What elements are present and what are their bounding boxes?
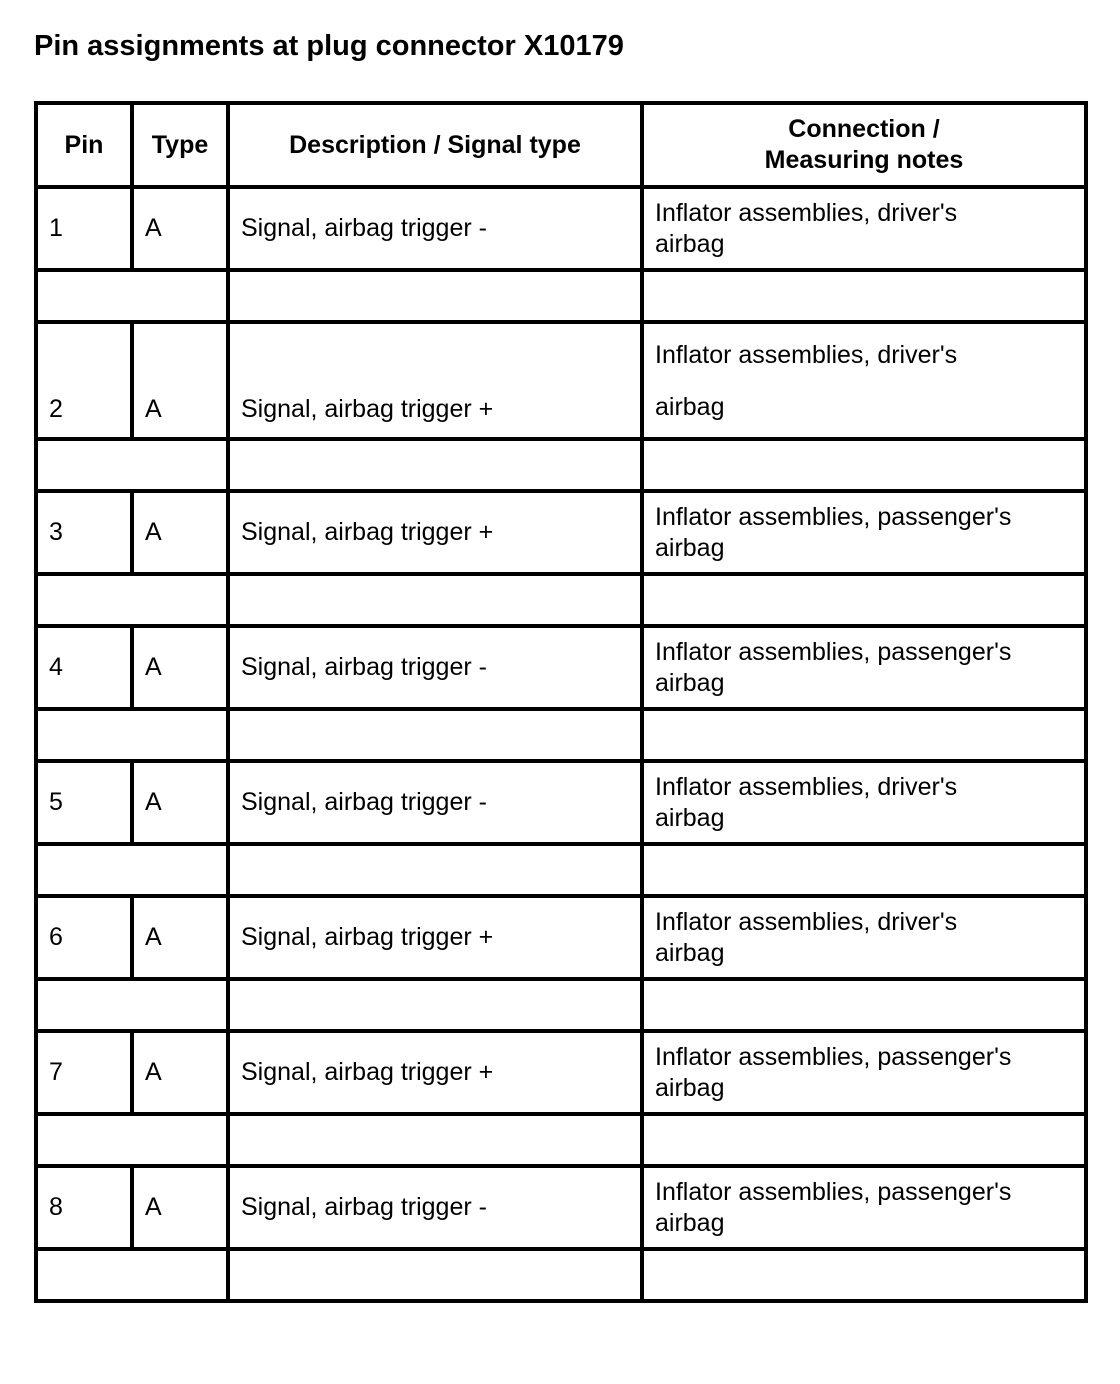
spacer-cell <box>36 1249 228 1301</box>
table-row <box>36 1166 1086 1249</box>
header-connection <box>642 103 1086 187</box>
spacer-cell <box>36 979 228 1031</box>
table-header-row <box>36 103 1086 187</box>
connection-cell <box>642 491 1086 574</box>
pin-cell: 7 <box>36 1031 132 1114</box>
spacer-row <box>36 574 1086 626</box>
connection-line2: airbag <box>655 938 725 967</box>
spacer-cell <box>642 709 1086 761</box>
description-cell: Signal, airbag trigger + <box>228 491 642 574</box>
connection-cell <box>642 1166 1086 1249</box>
spacer-cell <box>228 844 642 896</box>
pin-cell: 5 <box>36 761 132 844</box>
spacer-row <box>36 1249 1086 1301</box>
header-type: Type <box>132 103 228 187</box>
header-pin: Pin <box>36 103 132 187</box>
description-cell: Signal, airbag trigger - <box>228 626 642 709</box>
header-connection-line1: Connection / <box>788 115 940 143</box>
table-row <box>36 626 1086 709</box>
spacer-cell <box>228 270 642 322</box>
type-cell: A <box>132 187 228 270</box>
spacer-cell <box>228 709 642 761</box>
spacer-cell <box>36 844 228 896</box>
spacer-row <box>36 439 1086 491</box>
description-cell: Signal, airbag trigger + <box>228 322 642 439</box>
connection-line1: Inflator assemblies, passenger's <box>655 1042 1012 1071</box>
spacer-row <box>36 844 1086 896</box>
table-row <box>36 896 1086 979</box>
connection-line1: Inflator assemblies, driver's <box>655 772 958 801</box>
description-cell: Signal, airbag trigger - <box>228 761 642 844</box>
description-cell: Signal, airbag trigger - <box>228 187 642 270</box>
connection-line1: Inflator assemblies, passenger's <box>655 637 1012 666</box>
pin-assignment-table <box>34 101 1088 1303</box>
connection-line2: airbag <box>655 803 725 832</box>
connection-line2: airbag <box>655 1073 725 1102</box>
spacer-cell <box>228 1114 642 1166</box>
spacer-cell <box>36 574 228 626</box>
connection-line1: Inflator assemblies, passenger's <box>655 502 1012 531</box>
connection-cell <box>642 187 1086 270</box>
pin-cell: 6 <box>36 896 132 979</box>
table-row <box>36 761 1086 844</box>
spacer-cell <box>228 574 642 626</box>
connection-line2: airbag <box>655 229 725 258</box>
type-cell: A <box>132 626 228 709</box>
connection-line2: airbag <box>655 1208 725 1237</box>
spacer-row <box>36 1114 1086 1166</box>
type-cell: A <box>132 896 228 979</box>
spacer-cell <box>642 1249 1086 1301</box>
connection-line1: Inflator assemblies, driver's <box>655 198 958 227</box>
spacer-cell <box>642 270 1086 322</box>
pin-cell: 3 <box>36 491 132 574</box>
table-row <box>36 1031 1086 1114</box>
connection-line1: Inflator assemblies, passenger's <box>655 1177 1012 1206</box>
pin-cell: 4 <box>36 626 132 709</box>
spacer-cell <box>36 270 228 322</box>
connection-cell <box>642 896 1086 979</box>
spacer-row <box>36 709 1086 761</box>
connection-cell <box>642 1031 1086 1114</box>
spacer-cell <box>642 979 1086 1031</box>
description-cell: Signal, airbag trigger - <box>228 1166 642 1249</box>
connection-line2: airbag <box>655 392 725 421</box>
pin-cell: 1 <box>36 187 132 270</box>
type-cell: A <box>132 761 228 844</box>
connection-line2: airbag <box>655 668 725 697</box>
connection-cell <box>642 322 1086 439</box>
type-cell: A <box>132 1166 228 1249</box>
type-cell: A <box>132 491 228 574</box>
spacer-cell <box>228 1249 642 1301</box>
type-cell: A <box>132 1031 228 1114</box>
table-row <box>36 322 1086 439</box>
spacer-cell <box>228 979 642 1031</box>
spacer-cell <box>642 844 1086 896</box>
connection-line2: airbag <box>655 533 725 562</box>
pin-cell: 8 <box>36 1166 132 1249</box>
connection-cell <box>642 626 1086 709</box>
spacer-row <box>36 270 1086 322</box>
spacer-cell <box>642 574 1086 626</box>
spacer-cell <box>36 1114 228 1166</box>
header-description: Description / Signal type <box>228 103 642 187</box>
spacer-cell <box>642 1114 1086 1166</box>
table-row <box>36 491 1086 574</box>
header-connection-line2: Measuring notes <box>764 146 964 174</box>
spacer-cell <box>228 439 642 491</box>
spacer-cell <box>36 709 228 761</box>
pin-cell: 2 <box>36 322 132 439</box>
connection-line1: Inflator assemblies, driver's <box>655 340 958 369</box>
description-cell: Signal, airbag trigger + <box>228 1031 642 1114</box>
spacer-cell <box>642 439 1086 491</box>
connection-line1: Inflator assemblies, driver's <box>655 907 958 936</box>
type-cell: A <box>132 322 228 439</box>
description-cell: Signal, airbag trigger + <box>228 896 642 979</box>
table-row <box>36 187 1086 270</box>
spacer-row <box>36 979 1086 1031</box>
spacer-cell <box>36 439 228 491</box>
document-title: Pin assignments at plug connector X10179 <box>34 30 624 62</box>
connection-cell <box>642 761 1086 844</box>
